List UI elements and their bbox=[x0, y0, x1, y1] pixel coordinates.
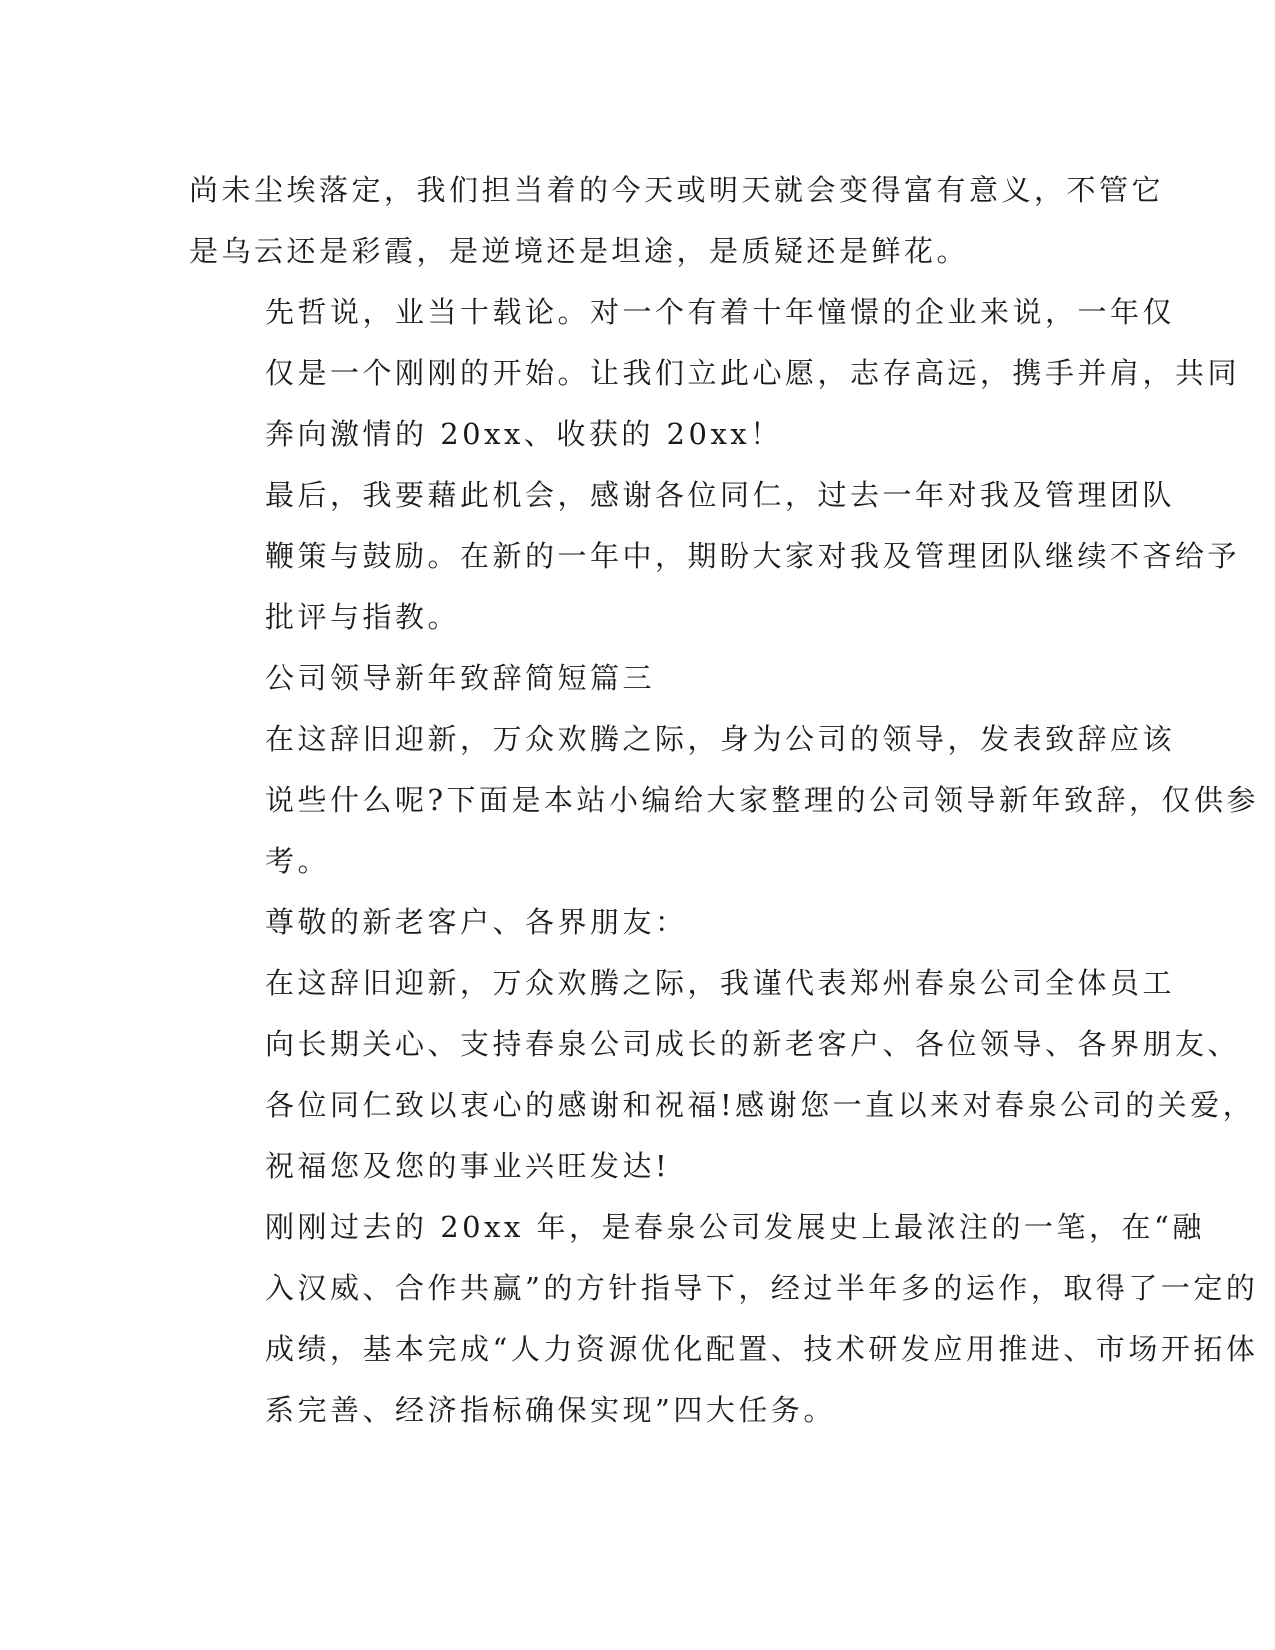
text-line: 在这辞旧迎新，万众欢腾之际，我谨代表郑州春泉公司全体员工 bbox=[265, 966, 1176, 1000]
text-line: 入汉威、合作共赢”的方针指导下，经过半年多的运作，取得了一定的 bbox=[265, 1271, 1259, 1305]
text-line: 说些什么呢?下面是本站小编给大家整理的公司领导新年致辞，仅供参 bbox=[265, 783, 1260, 817]
text-line: 公司领导新年致辞简短篇三 bbox=[265, 661, 656, 695]
paragraph bbox=[189, 892, 1089, 953]
paragraph bbox=[189, 1197, 1259, 1441]
text-line: 鞭策与鼓励。在新的一年中，期盼大家对我及管理团队继续不吝给予 bbox=[265, 539, 1241, 573]
text-line: 在这辞旧迎新，万众欢腾之际，身为公司的领导，发表致辞应该 bbox=[265, 722, 1176, 756]
text-line: 成绩，基本完成“人力资源优化配置、技术研发应用推进、市场开拓体 bbox=[265, 1332, 1259, 1366]
paragraph bbox=[189, 160, 1165, 282]
text-line: 各位同仁致以衷心的感谢和祝福!感谢您一直以来对春泉公司的关爱， bbox=[265, 1088, 1256, 1122]
paragraph bbox=[189, 648, 1089, 709]
paragraph bbox=[189, 953, 1256, 1197]
paragraph bbox=[189, 282, 1241, 465]
text-line: 仅是一个刚刚的开始。让我们立此心愿，志存高远，携手并肩，共同 bbox=[265, 356, 1241, 390]
text-line: 系完善、经济指标确保实现”四大任务。 bbox=[265, 1393, 836, 1427]
text-line: 考。 bbox=[265, 844, 331, 878]
text-line: 是乌云还是彩霞，是逆境还是坦途，是质疑还是鲜花。 bbox=[189, 234, 970, 268]
document-body bbox=[189, 160, 1260, 1441]
paragraph bbox=[189, 709, 1260, 892]
text-line: 最后，我要藉此机会，感谢各位同仁，过去一年对我及管理团队 bbox=[265, 478, 1176, 512]
paragraph bbox=[189, 465, 1241, 648]
text-line: 向长期关心、支持春泉公司成长的新老客户、各位领导、各界朋友、 bbox=[265, 1027, 1241, 1061]
text-line: 尚未尘埃落定，我们担当着的今天或明天就会变得富有意义，不管它 bbox=[189, 173, 1165, 207]
text-line: 刚刚过去的 20xx 年，是春泉公司发展史上最浓注的一笔，在“融 bbox=[265, 1210, 1205, 1244]
text-line: 祝福您及您的事业兴旺发达! bbox=[265, 1149, 671, 1183]
text-line: 奔向激情的 20xx、收获的 20xx！ bbox=[265, 417, 783, 451]
text-line: 尊敬的新老客户、各界朋友： bbox=[265, 905, 688, 939]
text-line: 先哲说，业当十载论。对一个有着十年憧憬的企业来说，一年仅 bbox=[265, 295, 1176, 329]
text-line: 批评与指教。 bbox=[265, 600, 461, 634]
